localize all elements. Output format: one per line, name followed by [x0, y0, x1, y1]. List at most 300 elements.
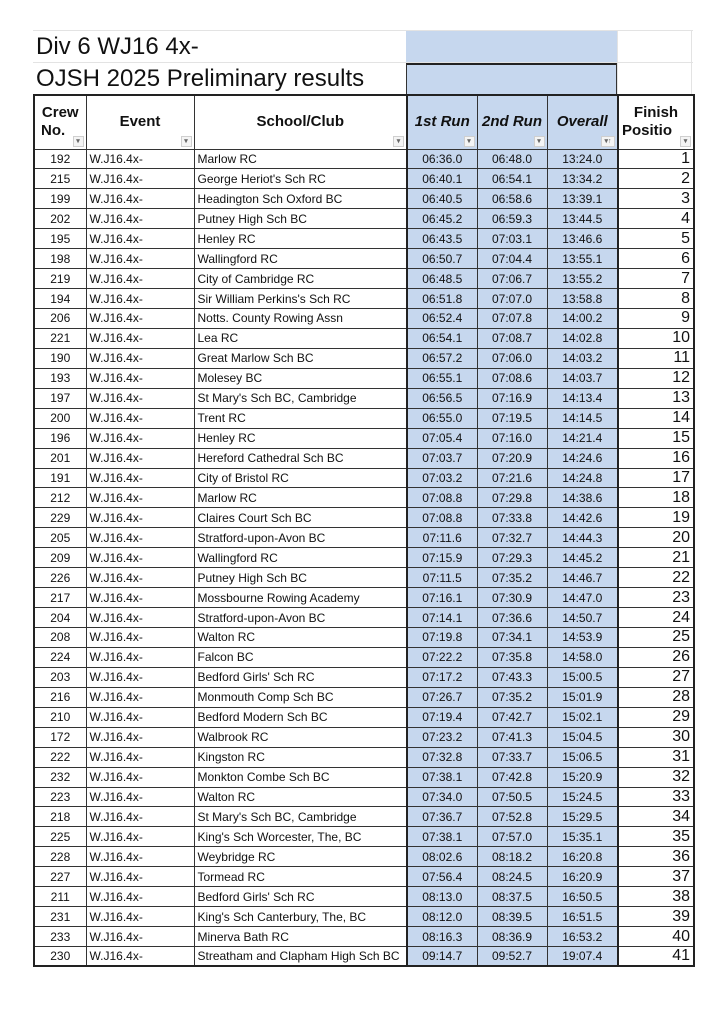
finish-position-cell[interactable]: 16	[618, 448, 694, 468]
event-cell[interactable]: W.J16.4x-	[86, 747, 194, 767]
overall-time-cell[interactable]: 13:58.8	[547, 289, 618, 309]
crew-no-cell[interactable]: 217	[34, 588, 86, 608]
overall-time-cell[interactable]: 13:46.6	[547, 229, 618, 249]
school-cell[interactable]: Minerva Bath RC	[194, 927, 407, 947]
overall-time-cell[interactable]: 14:58.0	[547, 647, 618, 667]
run2-time-cell[interactable]: 07:35.2	[477, 687, 547, 707]
crew-no-cell[interactable]: 210	[34, 707, 86, 727]
event-cell[interactable]: W.J16.4x-	[86, 727, 194, 747]
overall-time-cell[interactable]: 13:55.1	[547, 249, 618, 269]
school-cell[interactable]: Henley RC	[194, 428, 407, 448]
run2-time-cell[interactable]: 09:52.7	[477, 947, 547, 967]
school-cell[interactable]: Kingston RC	[194, 747, 407, 767]
run2-time-cell[interactable]: 07:42.8	[477, 767, 547, 787]
finish-position-cell[interactable]: 27	[618, 667, 694, 687]
event-cell[interactable]: W.J16.4x-	[86, 787, 194, 807]
school-cell[interactable]: City of Cambridge RC	[194, 269, 407, 289]
finish-position-cell[interactable]: 23	[618, 588, 694, 608]
overall-time-cell[interactable]: 14:50.7	[547, 608, 618, 628]
overall-time-cell[interactable]: 14:53.9	[547, 628, 618, 648]
run1-time-cell[interactable]: 07:36.7	[407, 807, 477, 827]
overall-time-cell[interactable]: 13:39.1	[547, 189, 618, 209]
run1-time-cell[interactable]: 07:14.1	[407, 608, 477, 628]
event-cell[interactable]: W.J16.4x-	[86, 448, 194, 468]
run2-time-cell[interactable]: 07:08.7	[477, 328, 547, 348]
finish-position-cell[interactable]: 26	[618, 647, 694, 667]
event-cell[interactable]: W.J16.4x-	[86, 388, 194, 408]
run1-time-cell[interactable]: 07:11.6	[407, 528, 477, 548]
school-cell[interactable]: Marlow RC	[194, 149, 407, 169]
run1-time-cell[interactable]: 08:13.0	[407, 887, 477, 907]
run2-time-cell[interactable]: 08:39.5	[477, 907, 547, 927]
crew-no-cell[interactable]: 196	[34, 428, 86, 448]
run1-time-cell[interactable]: 07:03.7	[407, 448, 477, 468]
event-cell[interactable]: W.J16.4x-	[86, 149, 194, 169]
run2-time-cell[interactable]: 06:48.0	[477, 149, 547, 169]
school-cell[interactable]: Lea RC	[194, 328, 407, 348]
event-cell[interactable]: W.J16.4x-	[86, 847, 194, 867]
event-cell[interactable]: W.J16.4x-	[86, 667, 194, 687]
school-cell[interactable]: Stratford-upon-Avon BC	[194, 608, 407, 628]
run1-time-cell[interactable]: 07:19.4	[407, 707, 477, 727]
finish-position-cell[interactable]: 2	[618, 169, 694, 189]
crew-no-cell[interactable]: 172	[34, 727, 86, 747]
run2-time-cell[interactable]: 07:06.0	[477, 348, 547, 368]
finish-position-cell[interactable]: 15	[618, 428, 694, 448]
finish-position-cell[interactable]: 40	[618, 927, 694, 947]
finish-position-cell[interactable]: 10	[618, 328, 694, 348]
overall-time-cell[interactable]: 16:20.9	[547, 867, 618, 887]
school-cell[interactable]: Putney High Sch BC	[194, 568, 407, 588]
crew-no-cell[interactable]: 205	[34, 528, 86, 548]
crew-no-cell[interactable]: 216	[34, 687, 86, 707]
run1-time-cell[interactable]: 08:02.6	[407, 847, 477, 867]
school-cell[interactable]: Notts. County Rowing Assn	[194, 309, 407, 329]
school-cell[interactable]: City of Bristol RC	[194, 468, 407, 488]
school-cell[interactable]: Monmouth Comp Sch BC	[194, 687, 407, 707]
run1-time-cell[interactable]: 08:16.3	[407, 927, 477, 947]
crew-no-cell[interactable]: 211	[34, 887, 86, 907]
run2-time-cell[interactable]: 07:57.0	[477, 827, 547, 847]
event-cell[interactable]: W.J16.4x-	[86, 568, 194, 588]
school-cell[interactable]: George Heriot's Sch RC	[194, 169, 407, 189]
filter-dropdown-icon[interactable]: ▾	[680, 136, 691, 147]
finish-position-cell[interactable]: 13	[618, 388, 694, 408]
event-cell[interactable]: W.J16.4x-	[86, 927, 194, 947]
school-cell[interactable]: Marlow RC	[194, 488, 407, 508]
finish-position-cell[interactable]: 5	[618, 229, 694, 249]
run2-time-cell[interactable]: 07:30.9	[477, 588, 547, 608]
school-cell[interactable]: Bedford Girls' Sch RC	[194, 887, 407, 907]
run2-time-cell[interactable]: 07:32.7	[477, 528, 547, 548]
run2-time-cell[interactable]: 06:59.3	[477, 209, 547, 229]
school-cell[interactable]: Weybridge RC	[194, 847, 407, 867]
run2-time-cell[interactable]: 07:52.8	[477, 807, 547, 827]
overall-time-cell[interactable]: 14:45.2	[547, 548, 618, 568]
school-cell[interactable]: St Mary's Sch BC, Cambridge	[194, 807, 407, 827]
run1-time-cell[interactable]: 07:23.2	[407, 727, 477, 747]
run1-time-cell[interactable]: 06:54.1	[407, 328, 477, 348]
run2-time-cell[interactable]: 07:16.0	[477, 428, 547, 448]
run1-time-cell[interactable]: 06:52.4	[407, 309, 477, 329]
overall-time-cell[interactable]: 19:07.4	[547, 947, 618, 967]
finish-position-cell[interactable]: 11	[618, 348, 694, 368]
finish-position-cell[interactable]: 8	[618, 289, 694, 309]
school-cell[interactable]: Hereford Cathedral Sch BC	[194, 448, 407, 468]
event-cell[interactable]: W.J16.4x-	[86, 827, 194, 847]
event-cell[interactable]: W.J16.4x-	[86, 767, 194, 787]
run2-time-cell[interactable]: 07:50.5	[477, 787, 547, 807]
school-cell[interactable]: Putney High Sch BC	[194, 209, 407, 229]
school-cell[interactable]: Stratford-upon-Avon BC	[194, 528, 407, 548]
school-cell[interactable]: Sir William Perkins's Sch RC	[194, 289, 407, 309]
overall-time-cell[interactable]: 15:01.9	[547, 687, 618, 707]
run1-time-cell[interactable]: 06:57.2	[407, 348, 477, 368]
run1-time-cell[interactable]: 07:32.8	[407, 747, 477, 767]
crew-no-cell[interactable]: 195	[34, 229, 86, 249]
run2-time-cell[interactable]: 07:42.7	[477, 707, 547, 727]
overall-time-cell[interactable]: 16:53.2	[547, 927, 618, 947]
run2-time-cell[interactable]: 07:16.9	[477, 388, 547, 408]
overall-time-cell[interactable]: 14:44.3	[547, 528, 618, 548]
event-cell[interactable]: W.J16.4x-	[86, 508, 194, 528]
event-cell[interactable]: W.J16.4x-	[86, 408, 194, 428]
event-cell[interactable]: W.J16.4x-	[86, 488, 194, 508]
filter-dropdown-icon[interactable]: ▾	[534, 136, 545, 147]
filter-dropdown-icon[interactable]: ▾	[393, 136, 404, 147]
school-cell[interactable]: Headington Sch Oxford BC	[194, 189, 407, 209]
crew-no-cell[interactable]: 225	[34, 827, 86, 847]
event-cell[interactable]: W.J16.4x-	[86, 468, 194, 488]
run2-time-cell[interactable]: 07:35.8	[477, 647, 547, 667]
crew-no-cell[interactable]: 200	[34, 408, 86, 428]
run1-time-cell[interactable]: 06:55.0	[407, 408, 477, 428]
overall-time-cell[interactable]: 13:24.0	[547, 149, 618, 169]
run1-time-cell[interactable]: 07:56.4	[407, 867, 477, 887]
school-cell[interactable]: Henley RC	[194, 229, 407, 249]
run2-time-cell[interactable]: 07:34.1	[477, 628, 547, 648]
school-cell[interactable]: King's Sch Canterbury, The, BC	[194, 907, 407, 927]
school-cell[interactable]: Walbrook RC	[194, 727, 407, 747]
header-school[interactable]	[194, 95, 407, 149]
run1-time-cell[interactable]: 07:38.1	[407, 827, 477, 847]
header-finish-position[interactable]	[618, 95, 694, 149]
finish-position-cell[interactable]: 38	[618, 887, 694, 907]
finish-position-cell[interactable]: 20	[618, 528, 694, 548]
event-cell[interactable]: W.J16.4x-	[86, 647, 194, 667]
crew-no-cell[interactable]: 199	[34, 189, 86, 209]
run2-time-cell[interactable]: 07:06.7	[477, 269, 547, 289]
overall-time-cell[interactable]: 15:24.5	[547, 787, 618, 807]
finish-position-cell[interactable]: 12	[618, 368, 694, 388]
crew-no-cell[interactable]: 224	[34, 647, 86, 667]
event-cell[interactable]: W.J16.4x-	[86, 289, 194, 309]
event-cell[interactable]: W.J16.4x-	[86, 628, 194, 648]
run1-time-cell[interactable]: 06:56.5	[407, 388, 477, 408]
header-crew-no[interactable]	[34, 95, 86, 149]
overall-time-cell[interactable]: 14:14.5	[547, 408, 618, 428]
run2-time-cell[interactable]: 08:37.5	[477, 887, 547, 907]
event-cell[interactable]: W.J16.4x-	[86, 588, 194, 608]
run1-time-cell[interactable]: 06:51.8	[407, 289, 477, 309]
crew-no-cell[interactable]: 229	[34, 508, 86, 528]
run2-time-cell[interactable]: 07:33.8	[477, 508, 547, 528]
event-cell[interactable]: W.J16.4x-	[86, 707, 194, 727]
school-cell[interactable]: Walton RC	[194, 628, 407, 648]
crew-no-cell[interactable]: 203	[34, 667, 86, 687]
event-cell[interactable]: W.J16.4x-	[86, 548, 194, 568]
crew-no-cell[interactable]: 192	[34, 149, 86, 169]
finish-position-cell[interactable]: 14	[618, 408, 694, 428]
event-cell[interactable]: W.J16.4x-	[86, 907, 194, 927]
event-cell[interactable]: W.J16.4x-	[86, 887, 194, 907]
finish-position-cell[interactable]: 17	[618, 468, 694, 488]
event-cell[interactable]: W.J16.4x-	[86, 209, 194, 229]
overall-time-cell[interactable]: 15:29.5	[547, 807, 618, 827]
event-cell[interactable]: W.J16.4x-	[86, 428, 194, 448]
crew-no-cell[interactable]: 223	[34, 787, 86, 807]
overall-time-cell[interactable]: 14:42.6	[547, 508, 618, 528]
run1-time-cell[interactable]: 07:08.8	[407, 508, 477, 528]
finish-position-cell[interactable]: 30	[618, 727, 694, 747]
overall-time-cell[interactable]: 14:21.4	[547, 428, 618, 448]
school-cell[interactable]: Falcon BC	[194, 647, 407, 667]
overall-time-cell[interactable]: 14:03.7	[547, 368, 618, 388]
event-cell[interactable]: W.J16.4x-	[86, 269, 194, 289]
filter-dropdown-icon[interactable]: ▾	[73, 136, 84, 147]
finish-position-cell[interactable]: 34	[618, 807, 694, 827]
run2-time-cell[interactable]: 07:07.0	[477, 289, 547, 309]
crew-no-cell[interactable]: 222	[34, 747, 86, 767]
crew-no-cell[interactable]: 232	[34, 767, 86, 787]
filter-dropdown-icon[interactable]: ▾	[181, 136, 192, 147]
run1-time-cell[interactable]: 07:03.2	[407, 468, 477, 488]
run1-time-cell[interactable]: 06:55.1	[407, 368, 477, 388]
school-cell[interactable]: Claires Court Sch BC	[194, 508, 407, 528]
finish-position-cell[interactable]: 31	[618, 747, 694, 767]
event-cell[interactable]: W.J16.4x-	[86, 309, 194, 329]
run2-time-cell[interactable]: 07:08.6	[477, 368, 547, 388]
run1-time-cell[interactable]: 07:08.8	[407, 488, 477, 508]
run1-time-cell[interactable]: 06:40.1	[407, 169, 477, 189]
school-cell[interactable]: Monkton Combe Sch BC	[194, 767, 407, 787]
finish-position-cell[interactable]: 28	[618, 687, 694, 707]
crew-no-cell[interactable]: 193	[34, 368, 86, 388]
finish-position-cell[interactable]: 29	[618, 707, 694, 727]
overall-time-cell[interactable]: 15:35.1	[547, 827, 618, 847]
overall-time-cell[interactable]: 14:46.7	[547, 568, 618, 588]
run2-time-cell[interactable]: 07:21.6	[477, 468, 547, 488]
run1-time-cell[interactable]: 09:14.7	[407, 947, 477, 967]
event-cell[interactable]: W.J16.4x-	[86, 687, 194, 707]
run1-time-cell[interactable]: 07:11.5	[407, 568, 477, 588]
crew-no-cell[interactable]: 198	[34, 249, 86, 269]
finish-position-cell[interactable]: 21	[618, 548, 694, 568]
run2-time-cell[interactable]: 07:35.2	[477, 568, 547, 588]
school-cell[interactable]: Molesey BC	[194, 368, 407, 388]
crew-no-cell[interactable]: 230	[34, 947, 86, 967]
overall-time-cell[interactable]: 14:24.8	[547, 468, 618, 488]
run2-time-cell[interactable]: 07:36.6	[477, 608, 547, 628]
run2-time-cell[interactable]: 07:20.9	[477, 448, 547, 468]
run1-time-cell[interactable]: 07:05.4	[407, 428, 477, 448]
overall-time-cell[interactable]: 16:51.5	[547, 907, 618, 927]
finish-position-cell[interactable]: 9	[618, 309, 694, 329]
run1-time-cell[interactable]: 06:36.0	[407, 149, 477, 169]
event-cell[interactable]: W.J16.4x-	[86, 807, 194, 827]
crew-no-cell[interactable]: 191	[34, 468, 86, 488]
overall-time-cell[interactable]: 13:34.2	[547, 169, 618, 189]
crew-no-cell[interactable]: 218	[34, 807, 86, 827]
crew-no-cell[interactable]: 206	[34, 309, 86, 329]
crew-no-cell[interactable]: 228	[34, 847, 86, 867]
header-run2[interactable]	[477, 95, 547, 149]
finish-position-cell[interactable]: 3	[618, 189, 694, 209]
finish-position-cell[interactable]: 36	[618, 847, 694, 867]
header-run1[interactable]	[407, 95, 477, 149]
event-cell[interactable]: W.J16.4x-	[86, 249, 194, 269]
finish-position-cell[interactable]: 35	[618, 827, 694, 847]
crew-no-cell[interactable]: 202	[34, 209, 86, 229]
overall-time-cell[interactable]: 13:55.2	[547, 269, 618, 289]
event-cell[interactable]: W.J16.4x-	[86, 867, 194, 887]
run1-time-cell[interactable]: 08:12.0	[407, 907, 477, 927]
finish-position-cell[interactable]: 32	[618, 767, 694, 787]
overall-time-cell[interactable]: 14:13.4	[547, 388, 618, 408]
run2-time-cell[interactable]: 06:54.1	[477, 169, 547, 189]
finish-position-cell[interactable]: 1	[618, 149, 694, 169]
run2-time-cell[interactable]: 07:04.4	[477, 249, 547, 269]
run2-time-cell[interactable]: 07:33.7	[477, 747, 547, 767]
school-cell[interactable]: Tormead RC	[194, 867, 407, 887]
overall-time-cell[interactable]: 13:44.5	[547, 209, 618, 229]
finish-position-cell[interactable]: 7	[618, 269, 694, 289]
header-event[interactable]	[86, 95, 194, 149]
event-cell[interactable]: W.J16.4x-	[86, 169, 194, 189]
school-cell[interactable]: Great Marlow Sch BC	[194, 348, 407, 368]
overall-time-cell[interactable]: 14:03.2	[547, 348, 618, 368]
run2-time-cell[interactable]: 07:19.5	[477, 408, 547, 428]
event-cell[interactable]: W.J16.4x-	[86, 368, 194, 388]
crew-no-cell[interactable]: 227	[34, 867, 86, 887]
run2-time-cell[interactable]: 07:29.8	[477, 488, 547, 508]
overall-time-cell[interactable]: 14:24.6	[547, 448, 618, 468]
crew-no-cell[interactable]: 212	[34, 488, 86, 508]
run2-time-cell[interactable]: 07:03.1	[477, 229, 547, 249]
run2-time-cell[interactable]: 06:58.6	[477, 189, 547, 209]
crew-no-cell[interactable]: 201	[34, 448, 86, 468]
sort-ascending-icon[interactable]: ▾↑	[601, 136, 615, 147]
school-cell[interactable]: Wallingford RC	[194, 548, 407, 568]
crew-no-cell[interactable]: 226	[34, 568, 86, 588]
run1-time-cell[interactable]: 07:22.2	[407, 647, 477, 667]
run1-time-cell[interactable]: 06:48.5	[407, 269, 477, 289]
overall-time-cell[interactable]: 14:47.0	[547, 588, 618, 608]
event-cell[interactable]: W.J16.4x-	[86, 348, 194, 368]
finish-position-cell[interactable]: 6	[618, 249, 694, 269]
event-cell[interactable]: W.J16.4x-	[86, 947, 194, 967]
overall-time-cell[interactable]: 14:38.6	[547, 488, 618, 508]
crew-no-cell[interactable]: 190	[34, 348, 86, 368]
event-cell[interactable]: W.J16.4x-	[86, 528, 194, 548]
finish-position-cell[interactable]: 33	[618, 787, 694, 807]
finish-position-cell[interactable]: 19	[618, 508, 694, 528]
run1-time-cell[interactable]: 07:16.1	[407, 588, 477, 608]
run2-time-cell[interactable]: 07:43.3	[477, 667, 547, 687]
run2-time-cell[interactable]: 08:18.2	[477, 847, 547, 867]
run1-time-cell[interactable]: 07:19.8	[407, 628, 477, 648]
finish-position-cell[interactable]: 4	[618, 209, 694, 229]
event-cell[interactable]: W.J16.4x-	[86, 189, 194, 209]
finish-position-cell[interactable]: 24	[618, 608, 694, 628]
overall-time-cell[interactable]: 15:00.5	[547, 667, 618, 687]
run2-time-cell[interactable]: 08:36.9	[477, 927, 547, 947]
crew-no-cell[interactable]: 204	[34, 608, 86, 628]
run1-time-cell[interactable]: 07:17.2	[407, 667, 477, 687]
run1-time-cell[interactable]: 07:38.1	[407, 767, 477, 787]
run1-time-cell[interactable]: 06:40.5	[407, 189, 477, 209]
run1-time-cell[interactable]: 07:34.0	[407, 787, 477, 807]
school-cell[interactable]: Bedford Girls' Sch RC	[194, 667, 407, 687]
school-cell[interactable]: Mossbourne Rowing Academy	[194, 588, 407, 608]
crew-no-cell[interactable]: 233	[34, 927, 86, 947]
overall-time-cell[interactable]: 16:20.8	[547, 847, 618, 867]
event-cell[interactable]: W.J16.4x-	[86, 229, 194, 249]
school-cell[interactable]: King's Sch Worcester, The, BC	[194, 827, 407, 847]
school-cell[interactable]: Bedford Modern Sch BC	[194, 707, 407, 727]
run1-time-cell[interactable]: 06:43.5	[407, 229, 477, 249]
crew-no-cell[interactable]: 197	[34, 388, 86, 408]
run1-time-cell[interactable]: 06:45.2	[407, 209, 477, 229]
event-cell[interactable]: W.J16.4x-	[86, 608, 194, 628]
crew-no-cell[interactable]: 209	[34, 548, 86, 568]
finish-position-cell[interactable]: 41	[618, 947, 694, 967]
school-cell[interactable]: Walton RC	[194, 787, 407, 807]
crew-no-cell[interactable]: 219	[34, 269, 86, 289]
finish-position-cell[interactable]: 22	[618, 568, 694, 588]
crew-no-cell[interactable]: 215	[34, 169, 86, 189]
event-cell[interactable]: W.J16.4x-	[86, 328, 194, 348]
run2-time-cell[interactable]: 07:07.8	[477, 309, 547, 329]
finish-position-cell[interactable]: 18	[618, 488, 694, 508]
crew-no-cell[interactable]: 231	[34, 907, 86, 927]
overall-time-cell[interactable]: 15:04.5	[547, 727, 618, 747]
run1-time-cell[interactable]: 07:26.7	[407, 687, 477, 707]
run1-time-cell[interactable]: 06:50.7	[407, 249, 477, 269]
crew-no-cell[interactable]: 221	[34, 328, 86, 348]
overall-time-cell[interactable]: 16:50.5	[547, 887, 618, 907]
finish-position-cell[interactable]: 39	[618, 907, 694, 927]
header-overall[interactable]	[547, 95, 618, 149]
school-cell[interactable]: Streatham and Clapham High Sch BC	[194, 947, 407, 967]
run2-time-cell[interactable]: 07:29.3	[477, 548, 547, 568]
overall-time-cell[interactable]: 14:00.2	[547, 309, 618, 329]
crew-no-cell[interactable]: 208	[34, 628, 86, 648]
school-cell[interactable]: St Mary's Sch BC, Cambridge	[194, 388, 407, 408]
overall-time-cell[interactable]: 15:02.1	[547, 707, 618, 727]
finish-position-cell[interactable]: 25	[618, 628, 694, 648]
run2-time-cell[interactable]: 08:24.5	[477, 867, 547, 887]
run1-time-cell[interactable]: 07:15.9	[407, 548, 477, 568]
school-cell[interactable]: Trent RC	[194, 408, 407, 428]
school-cell[interactable]: Wallingford RC	[194, 249, 407, 269]
run2-time-cell[interactable]: 07:41.3	[477, 727, 547, 747]
overall-time-cell[interactable]: 14:02.8	[547, 328, 618, 348]
finish-position-cell[interactable]: 37	[618, 867, 694, 887]
filter-dropdown-icon[interactable]: ▾	[464, 136, 475, 147]
overall-time-cell[interactable]: 15:06.5	[547, 747, 618, 767]
crew-no-cell[interactable]: 194	[34, 289, 86, 309]
